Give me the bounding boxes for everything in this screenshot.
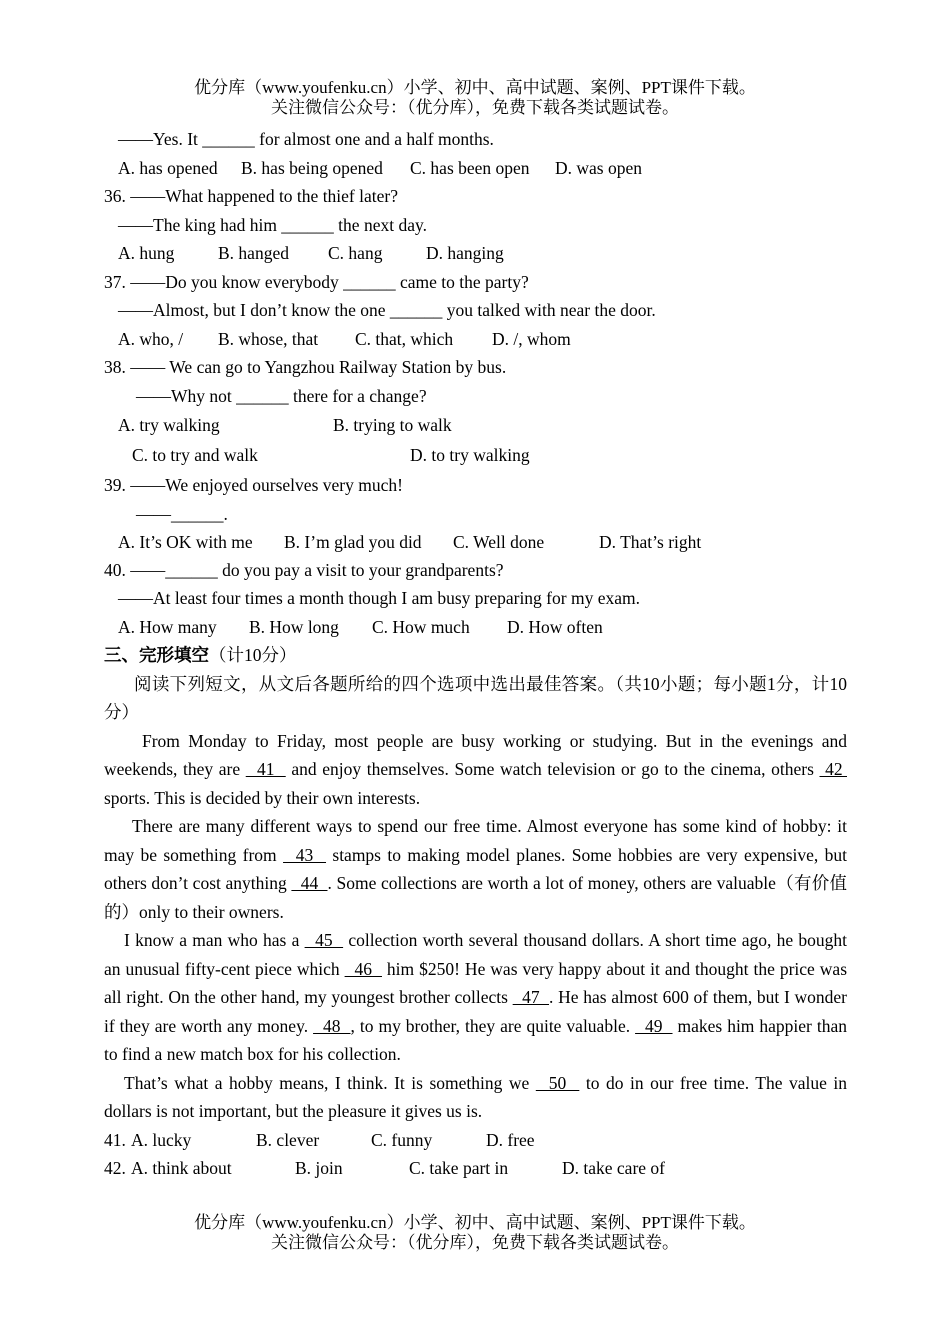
- passage-text: From Monday to Friday, most people are busy working or studying. But in the evenings and weekends, they are: [104, 730, 847, 779]
- passage-text: I know a man who has a: [124, 930, 305, 950]
- passage-text: There are many different ways to spend our free time. Almost everyone has some kind of hobby: it may be something from: [104, 816, 847, 865]
- passage-text: to do in our free time. The value in dollars is not important, but the pleasure it gives us is.: [104, 1072, 848, 1121]
- passage-text: stamps to making model planes. Some hobbies are very expensive, but others don’t cost anything: [104, 844, 848, 893]
- passage-text: , to my brother, they are quite valuable.: [350, 1015, 636, 1036]
- blank-42: 42: [819, 759, 847, 779]
- passage-paragraph-4: [104, 1069, 847, 1126]
- q35-answer: ——Yes. It ______ for almost one and a half months.: [118, 129, 494, 149]
- q38-option-b: B. trying to walk: [333, 415, 452, 435]
- q39-answer: ——______.: [136, 504, 228, 524]
- q39-question: 39. ——We enjoyed ourselves very much!: [104, 475, 403, 495]
- q40-option-d: D. How often: [507, 616, 603, 637]
- blank-45: 45: [304, 930, 344, 950]
- q36-option-a: A. hung: [118, 243, 175, 263]
- q39-option-c: C. Well done: [453, 531, 545, 552]
- q42-option-b: B. join: [295, 1158, 343, 1178]
- passage-paragraph-1: [104, 727, 847, 813]
- section-3-heading: [104, 641, 847, 670]
- blank-47: 47: [512, 987, 549, 1007]
- exam-content: [104, 125, 847, 1183]
- q38-question: 38. —— We can go to Yangzhou Railway Station by bus.: [104, 357, 507, 377]
- q39-option-a: A. It’s OK with me: [118, 531, 253, 552]
- passage-text: him $250! He was very happy about it and thought the price was all right. On the other hand, my youngest brother collects: [104, 958, 848, 1007]
- q40-answer: ——At least four times a month though I am busy preparing for my exam.: [118, 588, 640, 608]
- q36-option-b: B. hanged: [218, 243, 289, 263]
- q37-option-d: D. /, whom: [492, 328, 571, 349]
- q37-option-a: A. who, /: [118, 328, 184, 349]
- q40-option-b: B. How long: [249, 616, 339, 637]
- q36-answer: ——The king had him ______ the next day.: [118, 214, 427, 235]
- q37-option-b: B. whose, that: [218, 328, 319, 349]
- passage-text: and enjoy themselves. Some watch television or go to the cinema, others: [285, 759, 820, 779]
- q35-option-c: C. has been open: [410, 157, 530, 178]
- page-header: [0, 78, 950, 118]
- q42-option-a: A. think about: [131, 1158, 232, 1178]
- passage-text: collection worth several thousand dollars. A short time ago, he bought an unusual fifty-cent piece which: [104, 930, 847, 979]
- page-footer: [0, 1213, 950, 1253]
- q37-option-c: C. that, which: [355, 328, 454, 349]
- blank-44: 44: [291, 873, 328, 893]
- q37-options: [104, 325, 847, 354]
- footer-line-2: 关注微信公众号：（优分库），免费下载各类试题试卷。: [271, 1233, 679, 1252]
- q42-option-d: D. take care of: [562, 1158, 665, 1178]
- q38-answer: ——Why not ______ there for a change?: [136, 385, 427, 406]
- q42-option-c: C. take part in: [409, 1158, 509, 1178]
- header-line-1: 优分库（www.youfenku.cn）小学、初中、高中试题、案例、PPT课件下载。: [194, 78, 756, 97]
- blank-43: 43: [283, 844, 327, 865]
- q39-option-d: D. That’s right: [599, 531, 702, 552]
- passage-text: That’s what a hobby means, I think. It is something we: [124, 1072, 536, 1093]
- q38-option-c: C. to try and walk: [132, 445, 258, 465]
- q36-question: 36. ——What happened to the thief later?: [104, 186, 398, 206]
- blank-41: 41: [245, 759, 286, 779]
- q40-question: 40. ——______ do you pay a visit to your grandparents?: [104, 559, 504, 580]
- q36-option-c: C. hang: [328, 243, 383, 263]
- q38-options-row-1: [104, 410, 847, 440]
- footer-line-1: 优分库（www.youfenku.cn）小学、初中、高中试题、案例、PPT课件下载。: [194, 1213, 756, 1232]
- q37-question: 37. ——Do you know everybody ______ came to the party?: [104, 271, 529, 292]
- passage-text: sports. This is decided by their own interests.: [104, 787, 421, 808]
- q36-option-d: D. hanging: [426, 243, 504, 263]
- blank-46: 46: [344, 958, 382, 979]
- q41-option-a: A. lucky: [131, 1129, 192, 1150]
- passage-paragraph-3: [104, 926, 847, 1069]
- passage-text: . Some collections are worth a lot of money, others are valuable（有价值的）only to their owners.: [104, 873, 848, 922]
- blank-48: 48: [313, 1015, 351, 1036]
- q39-options: [104, 529, 847, 556]
- q36-options: [104, 239, 847, 268]
- section-3-score: （计10分）: [209, 645, 297, 665]
- q42-options: [104, 1154, 847, 1183]
- passage-text: makes him happier than to find a new match box for his collection.: [104, 1015, 847, 1064]
- q40-options: [104, 613, 847, 642]
- q35-option-a: A. has opened: [118, 157, 218, 178]
- q41-option-b: B. clever: [256, 1129, 320, 1150]
- q35-option-d: D. was open: [555, 157, 642, 178]
- passage-text: . He has almost 600 of them, but I wonder if they are worth any money.: [104, 987, 848, 1036]
- q41-option-c: C. funny: [371, 1129, 433, 1150]
- q40-option-c: C. How much: [372, 616, 470, 637]
- q42-number: 42.: [104, 1158, 126, 1178]
- q35-options: [104, 154, 847, 183]
- blank-49: 49: [635, 1015, 673, 1036]
- header-line-2: 关注微信公众号：（优分库），免费下载各类试题试卷。: [271, 98, 679, 117]
- q40-option-a: A. How many: [118, 616, 217, 637]
- q41-number: 41.: [104, 1129, 126, 1150]
- q35-option-b: B. has being opened: [241, 157, 383, 178]
- blank-50: 50: [535, 1072, 580, 1093]
- q37-answer: ——Almost, but I don’t know the one ______ you talked with near the door.: [118, 300, 656, 320]
- q39-option-b: B. I’m glad you did: [284, 531, 422, 552]
- q38-options-row-2: [104, 440, 847, 470]
- section-3-title: 三、完形填空: [104, 645, 209, 665]
- q41-options: [104, 1126, 847, 1155]
- section-3-instruction: 阅读下列短文，从文后各题所给的四个选项中选出最佳答案。（共10小题；每小题1分，计10分）: [104, 673, 847, 722]
- q38-option-a: A. try walking: [118, 415, 220, 435]
- q41-option-d: D. free: [486, 1129, 535, 1150]
- q38-option-d: D. to try walking: [410, 445, 530, 465]
- passage-paragraph-2: [104, 812, 847, 926]
